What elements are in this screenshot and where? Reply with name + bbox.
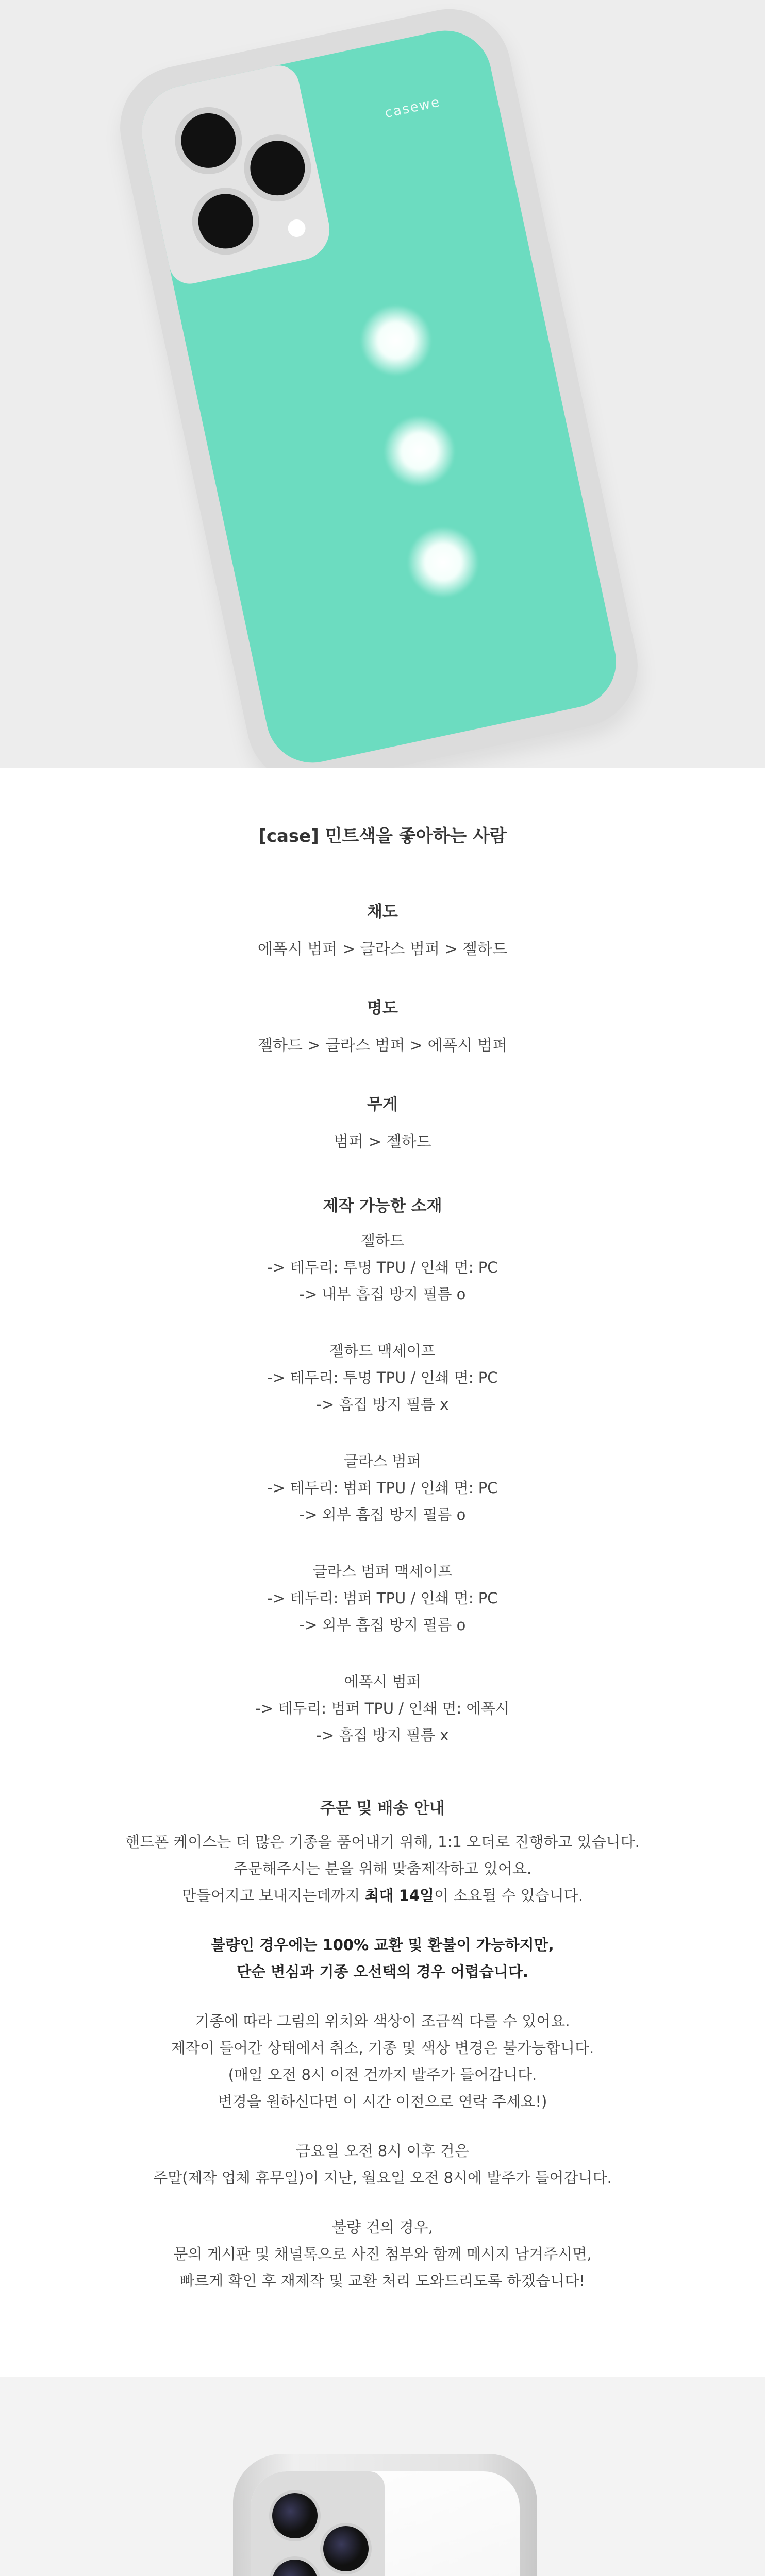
flash-icon	[286, 218, 307, 239]
material-name: 글라스 범퍼 맥세이프	[312, 1563, 453, 1580]
spec-heading: 채도	[367, 903, 398, 921]
order-text-part: 만들어지고 보내지는데까지	[181, 1887, 365, 1904]
max-days-highlight: 최대 14일	[364, 1887, 435, 1904]
order-text	[0, 1882, 765, 1909]
material-glass-bumper	[0, 1448, 765, 1528]
material-detail: -> 흠집 방지 필름 x	[316, 1396, 449, 1413]
order-text: 핸드폰 케이스는 더 많은 기종을 품어내기 위해, 1:1 오더로 진행하고 있습니다.	[125, 1833, 640, 1851]
order-text: 주문해주시는 분을 위해 맞춤제작하고 있어요.	[233, 1860, 532, 1877]
flower-icon	[377, 409, 462, 494]
notice-text: 제작이 들어간 상태에서 취소, 기종 및 색상 변경은 불가능합니다.	[171, 2039, 594, 2057]
camera-lens-icon	[269, 2556, 321, 2576]
camera-lens-icon	[238, 128, 317, 208]
notice-text: 기종에 따라 그림의 위치와 색상이 조금씩 다를 수 있어요.	[195, 2012, 570, 2030]
defect-notice: 빠르게 확인 후 재제작 및 교환 처리 도와드리도록 하겠습니다!	[180, 2272, 585, 2290]
spec-value: 젤하드 > 글라스 범퍼 > 에폭시 범퍼	[257, 1037, 508, 1055]
spec-heading: 명도	[367, 999, 398, 1018]
product-variants	[0, 2377, 765, 2576]
flower-icon	[400, 519, 486, 605]
material-detail: -> 흠집 방지 필름 x	[316, 1726, 449, 1744]
material-detail: -> 테두리: 범퍼 TPU / 인쇄 면: PC	[267, 1589, 498, 1607]
material-detail: -> 테두리: 범퍼 TPU / 인쇄 면: 에폭시	[255, 1700, 510, 1717]
notice-text: (매일 오전 8시 이전 건까지 발주가 들어갑니다.	[228, 2066, 537, 2083]
material-detail: -> 테두리: 범퍼 TPU / 인쇄 면: PC	[267, 1479, 498, 1497]
material-detail: -> 외부 흠집 방지 필름 o	[299, 1616, 466, 1634]
material-glass-bumper-magsafe	[0, 1558, 765, 1638]
material-name: 젤하드	[360, 1232, 405, 1249]
materials-heading: 제작 가능한 소재	[323, 1197, 442, 1215]
defect-notice: 불량 건의 경우,	[332, 2218, 433, 2236]
refund-policy: 불량인 경우에는 100% 교환 및 환불이 가능하지만,	[211, 1936, 554, 1954]
product-info	[0, 768, 765, 2377]
defect-notice: 문의 게시판 및 채널톡으로 사진 첨부와 함께 메시지 남겨주시면,	[173, 2245, 592, 2263]
order-shipping-info	[0, 1795, 765, 2294]
camera-lens-icon	[269, 2490, 321, 2541]
friday-notice: 금요일 오전 8시 이후 건은	[296, 2142, 469, 2160]
material-detail: -> 내부 흠집 방지 필름 o	[299, 1285, 466, 1303]
material-name: 젤하드 맥세이프	[329, 1342, 436, 1360]
order-text-part: 이 소요될 수 있습니다.	[434, 1887, 584, 1904]
notice-text: 변경을 원하신다면 이 시간 이전으로 연락 주세요!)	[218, 2093, 547, 2110]
material-name: 글라스 범퍼	[344, 1452, 421, 1470]
epoxy-bumper-silver-case	[233, 2454, 537, 2576]
spec-weight	[0, 1091, 765, 1151]
spec-heading: 무게	[367, 1095, 398, 1114]
friday-notice: 주말(제작 업체 휴무일)이 지난, 월요일 오전 8시에 발주가 들어갑니다.	[153, 2169, 612, 2187]
camera-lens-icon	[320, 2523, 372, 2574]
hero-image	[0, 0, 765, 768]
material-gel-hard-magsafe	[0, 1337, 765, 1418]
brand-logo: casewe	[383, 94, 442, 122]
material-detail: -> 외부 흠집 방지 필름 o	[299, 1506, 466, 1523]
order-heading: 주문 및 배송 안내	[320, 1799, 445, 1818]
material-name: 에폭시 범퍼	[344, 1673, 421, 1690]
material-detail: -> 테두리: 투명 TPU / 인쇄 면: PC	[267, 1259, 498, 1276]
page-title: [case] 민트색을 좋아하는 사람	[258, 826, 507, 846]
spec-value: 범퍼 > 젤하드	[334, 1133, 431, 1151]
material-detail: -> 테두리: 투명 TPU / 인쇄 면: PC	[267, 1369, 498, 1386]
mint-phone-case	[109, 0, 649, 768]
refund-policy: 단순 변심과 기종 오선택의 경우 어렵습니다.	[237, 1963, 528, 1980]
material-gel-hard	[0, 1227, 765, 1308]
material-epoxy-bumper	[0, 1668, 765, 1749]
flower-icon	[353, 298, 439, 383]
camera-lens-icon	[169, 101, 248, 180]
camera-lens-icon	[186, 181, 265, 261]
spec-saturation	[0, 899, 765, 959]
spec-brightness	[0, 995, 765, 1055]
spec-value: 에폭시 범퍼 > 글라스 범퍼 > 젤하드	[257, 940, 508, 958]
